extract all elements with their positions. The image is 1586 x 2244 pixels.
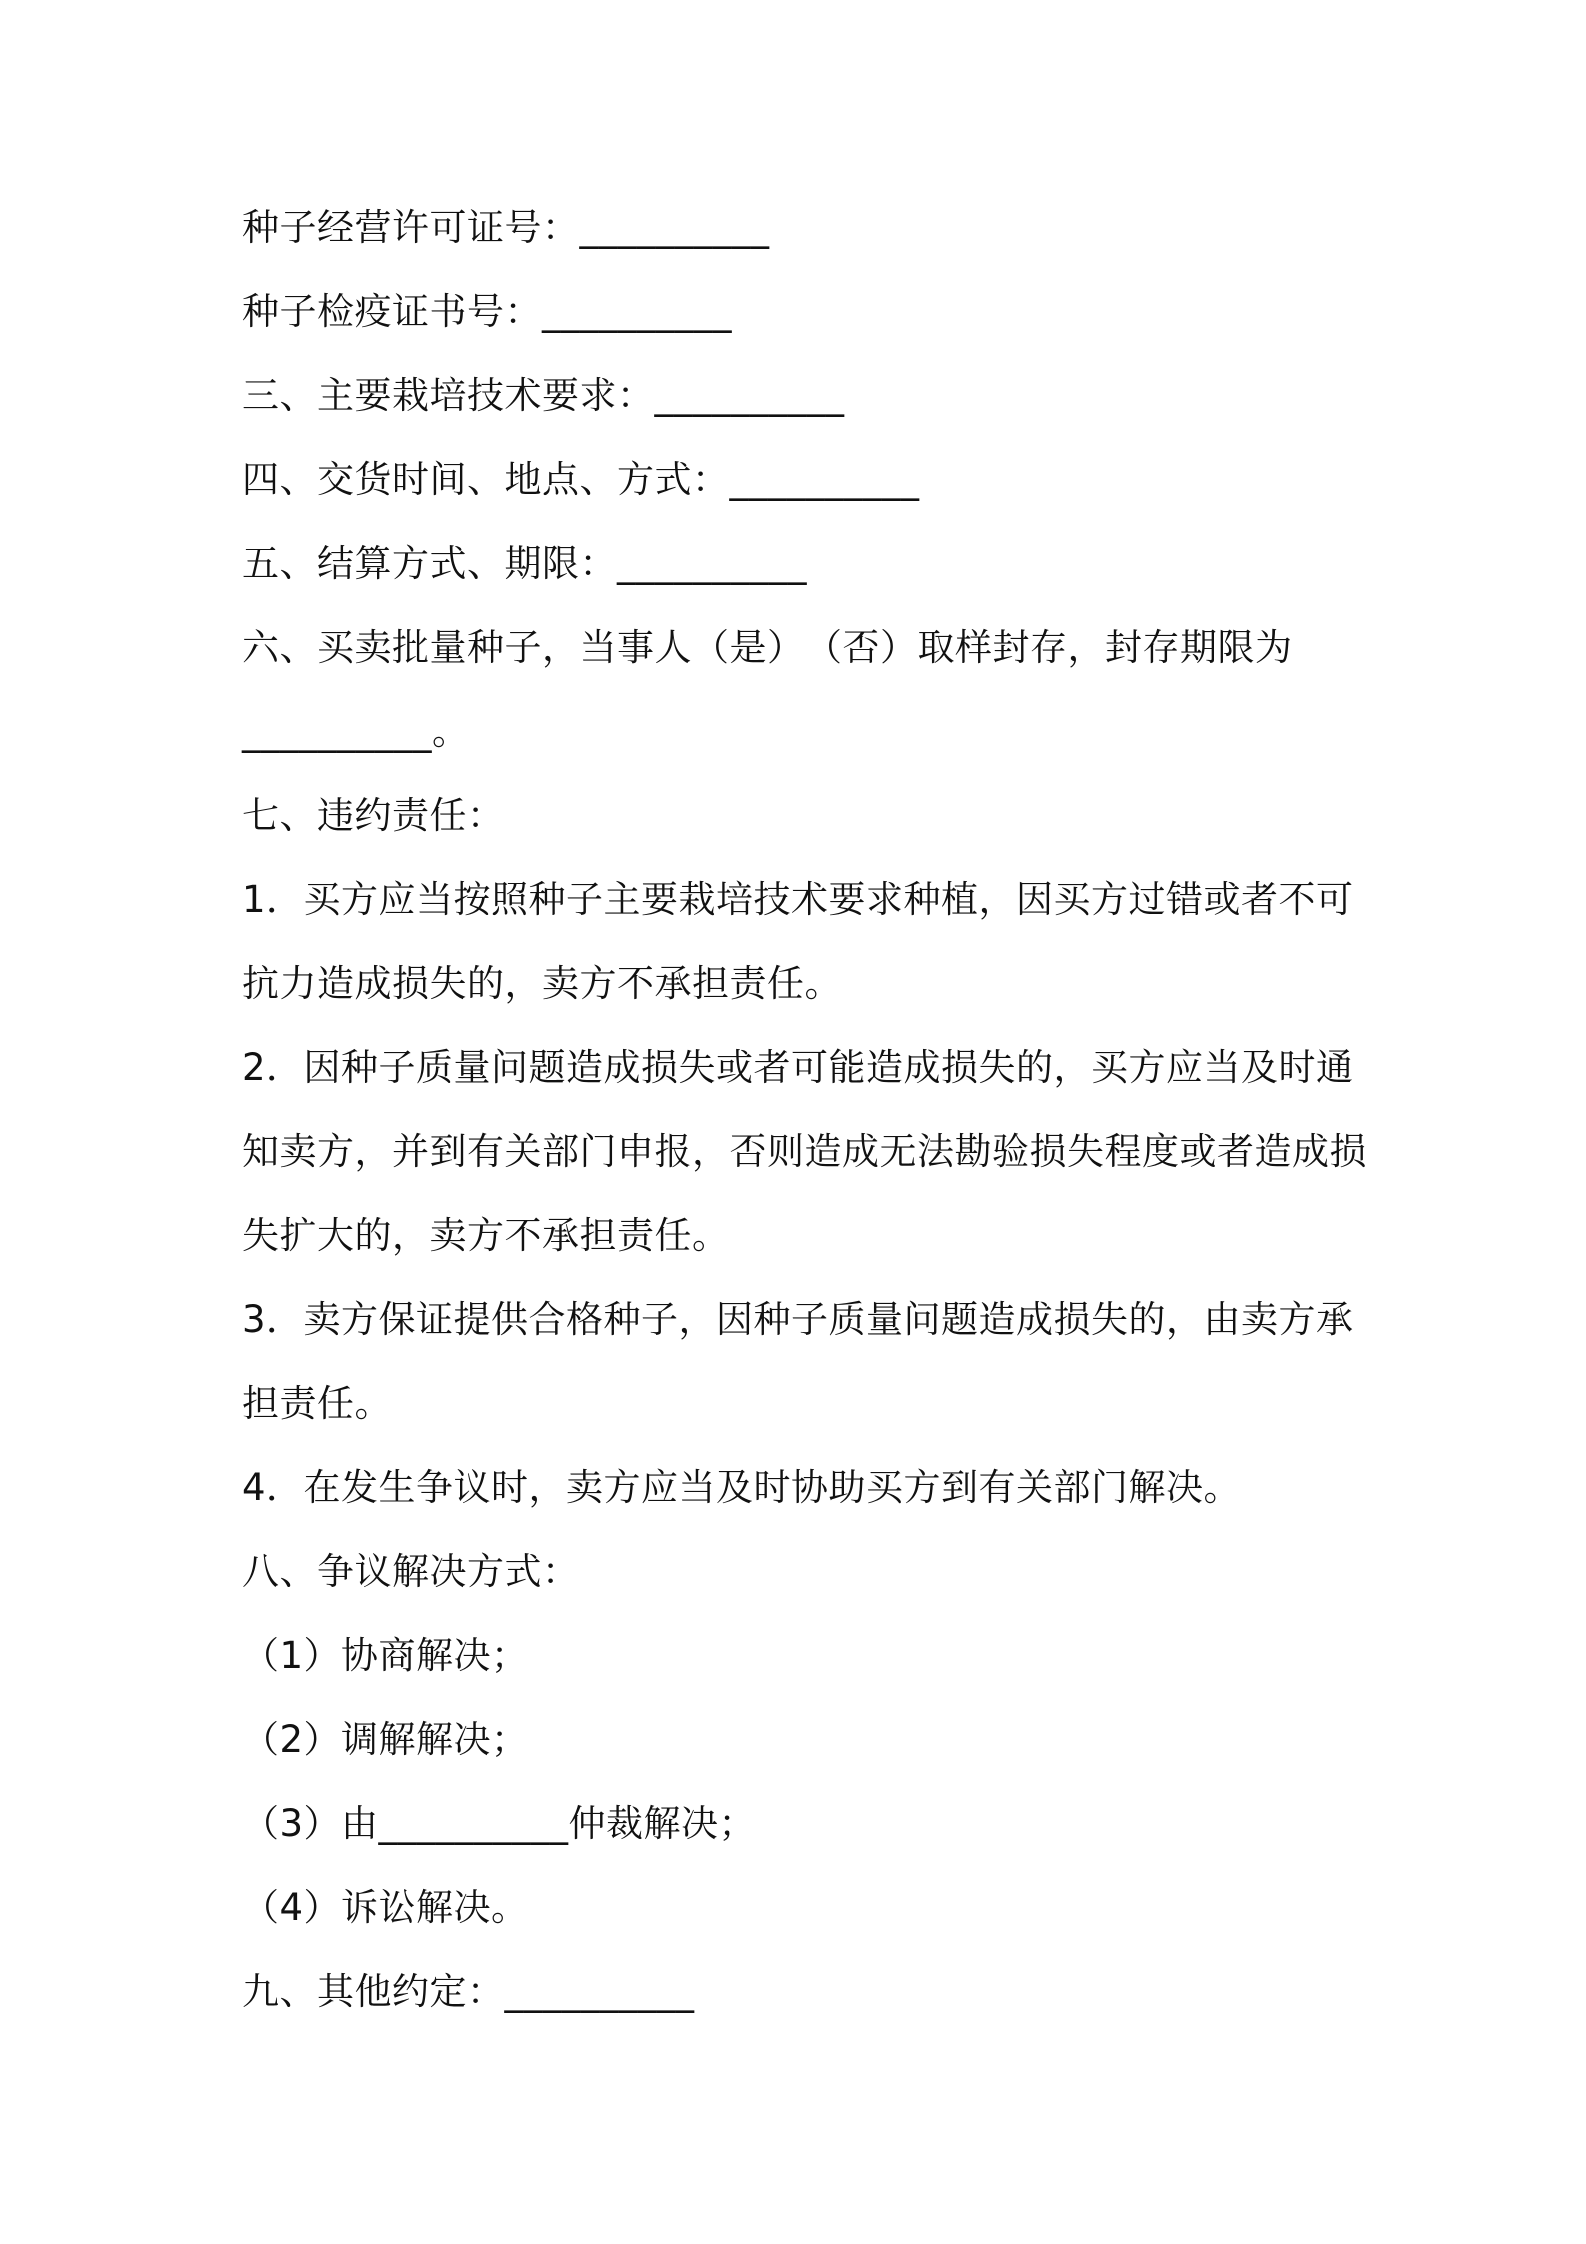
clause-7-2-line-3: 失扩大的，卖方不承担责任。	[242, 1214, 730, 1257]
dispute-option-4: （4）诉讼解决。	[242, 1886, 529, 1929]
dispute-option-3: （3）由__________仲裁解决；	[242, 1802, 757, 1845]
clause-7-3-line-1: 3．卖方保证提供合格种子，因种子质量问题造成损失的，由卖方承	[242, 1298, 1354, 1341]
dispute-option-1: （1）协商解决；	[242, 1634, 529, 1677]
dispute-option-2: （2）调解解决；	[242, 1718, 529, 1761]
section-6-sampling-line-1: 六、买卖批量种子，当事人（是） （否）取样封存，封存期限为	[242, 626, 1293, 669]
clause-7-1-line-2: 抗力造成损失的，卖方不承担责任。	[242, 962, 842, 1005]
clause-7-2-line-1: 2．因种子质量问题造成损失或者可能造成损失的，买方应当及时通	[242, 1046, 1354, 1089]
clause-7-2-line-2: 知卖方，并到有关部门申报，否则造成无法勘验损失程度或者造成损	[242, 1130, 1367, 1173]
section-3-cultivation-requirements: 三、主要栽培技术要求：__________	[242, 374, 845, 417]
section-4-delivery: 四、交货时间、地点、方式：__________	[242, 458, 920, 501]
section-9-other-agreements: 九、其他约定：__________	[242, 1970, 695, 2013]
quarantine-certificate-line: 种子检疫证书号：__________	[242, 290, 732, 333]
section-8-heading: 八、争议解决方式：	[242, 1550, 580, 1593]
section-5-settlement: 五、结算方式、期限：__________	[242, 542, 807, 585]
clause-7-4: 4．在发生争议时，卖方应当及时协助买方到有关部门解决。	[242, 1466, 1242, 1509]
clause-7-1-line-1: 1．买方应当按照种子主要栽培技术要求种植，因买方过错或者不可	[242, 878, 1354, 921]
section-7-heading: 七、违约责任：	[242, 794, 505, 837]
section-6-sampling-line-2: __________。	[242, 710, 470, 753]
seed-license-number-line: 种子经营许可证号：__________	[242, 206, 770, 249]
clause-7-3-line-2: 担责任。	[242, 1382, 392, 1425]
